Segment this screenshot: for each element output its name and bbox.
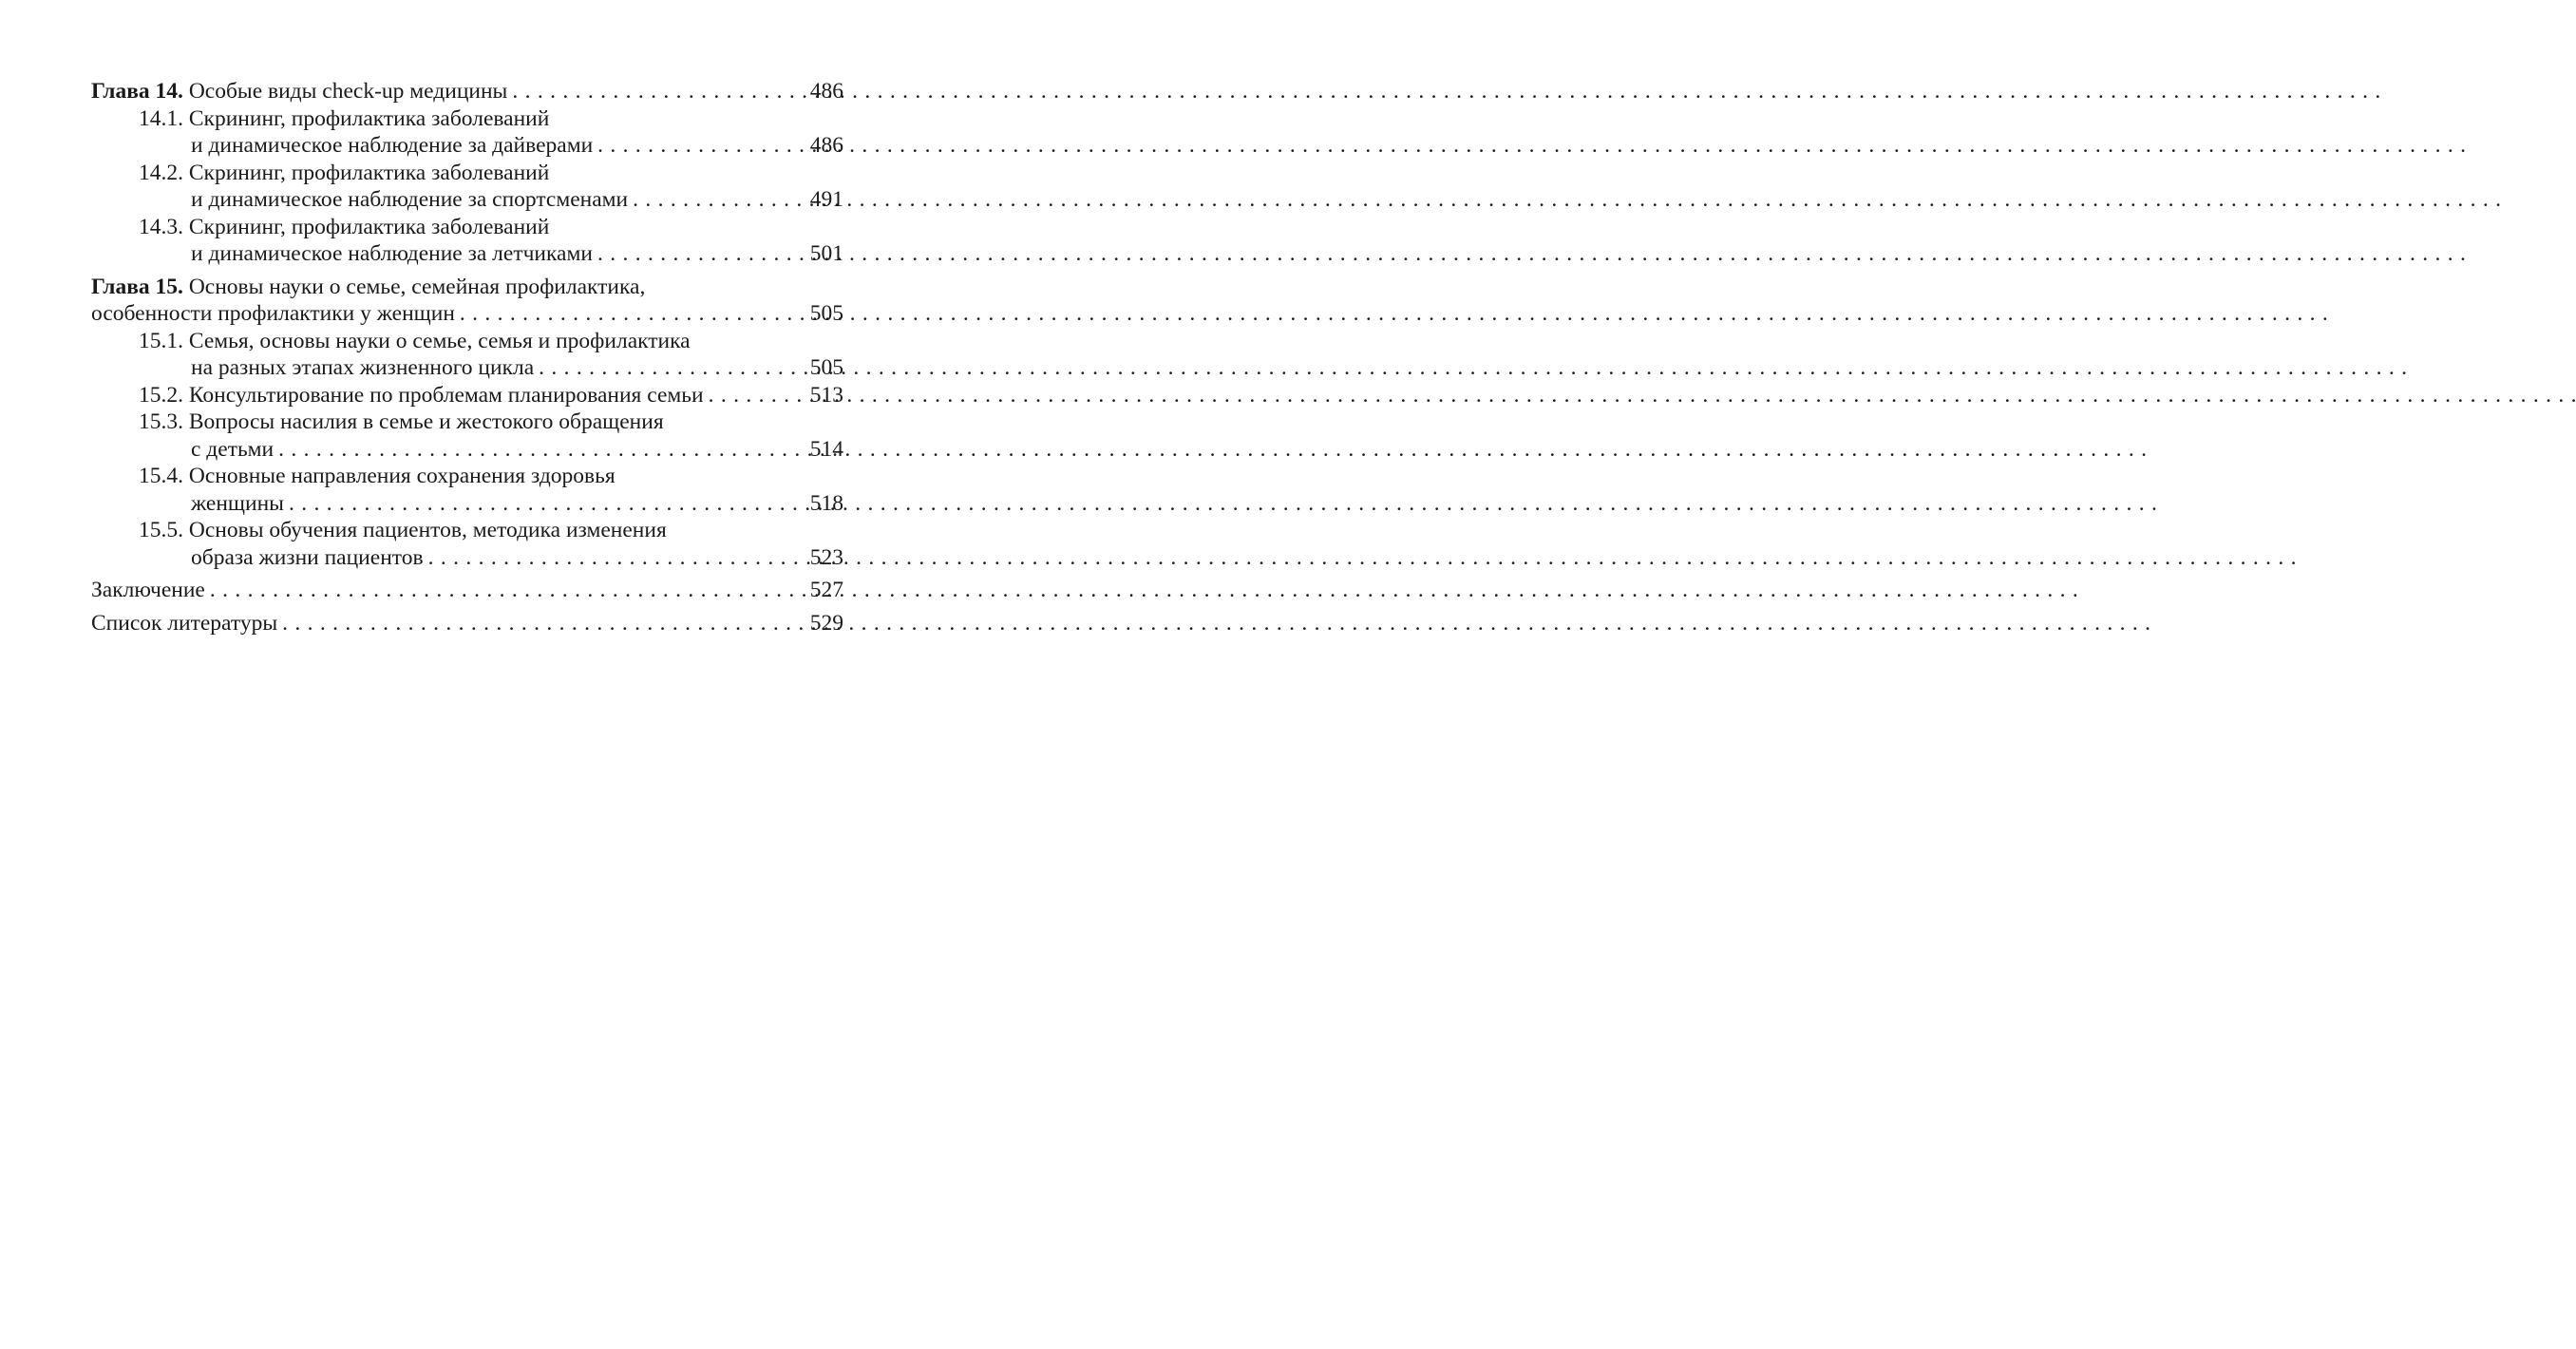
- dot-leader: [597, 240, 807, 268]
- dot-leader: [709, 382, 807, 409]
- section-title-cont: и динамическое наблюдение за дайверами: [191, 133, 594, 158]
- toc-entry-14-3-line1[interactable]: [91, 214, 843, 241]
- page-number: 501: [809, 241, 843, 266]
- page-number: 514: [809, 436, 843, 462]
- toc-entry-14-1-line1[interactable]: [91, 105, 843, 133]
- page-number: 523: [809, 544, 843, 570]
- page-number: 527: [809, 578, 843, 602]
- dot-leader: [512, 78, 806, 105]
- dot-leader: [460, 300, 807, 328]
- toc-entry-conclusion[interactable]: [91, 577, 843, 604]
- page-number: 518: [809, 490, 843, 516]
- dot-leader: [539, 354, 807, 382]
- chapter-title-cont: особенности профилактики у женщин: [91, 301, 455, 326]
- section-number: 15.1.: [139, 328, 183, 353]
- section-title: [139, 382, 704, 409]
- toc-entry-14-2-line2[interactable]: [91, 186, 843, 214]
- toc-entry-15-3-line1[interactable]: [91, 408, 843, 436]
- toc-entry-15-5-line1[interactable]: [91, 517, 843, 544]
- dot-leader: [278, 436, 807, 464]
- section-title-cont: и динамическое наблюдение за спортсменами: [191, 187, 629, 212]
- toc-entry-15-3-line2[interactable]: [91, 436, 843, 464]
- toc-entry-15-5-line2[interactable]: [91, 544, 843, 572]
- entry-title: Список литературы: [91, 610, 278, 636]
- section-title: Скрининг, профилактика заболеваний: [188, 105, 550, 131]
- section-title: Основные направления сохранения здоровья: [188, 464, 616, 488]
- page-number: 486: [809, 133, 843, 158]
- dot-leader: [289, 490, 807, 518]
- table-of-contents: [91, 78, 843, 636]
- page-number: 505: [809, 301, 843, 326]
- toc-entry-15-1-line1[interactable]: [91, 328, 843, 355]
- section-number: 15.3.: [139, 409, 183, 434]
- chapter-label: Глава 14.: [91, 79, 183, 104]
- toc-entry-chapter-14[interactable]: [91, 78, 843, 105]
- toc-entry-14-2-line1[interactable]: [91, 160, 843, 187]
- section-number: 14.1.: [139, 105, 183, 131]
- toc-entry-references[interactable]: [91, 610, 843, 637]
- toc-entry-chapter-15-line2[interactable]: [91, 300, 843, 328]
- dot-leader: [633, 186, 807, 214]
- section-number: 15.2.: [139, 382, 183, 408]
- toc-entry-chapter-15-line1[interactable]: [91, 274, 843, 301]
- chapter-title-text: Основы науки о семье, семейная профилактика,: [188, 274, 646, 299]
- chapter-title: [91, 78, 507, 105]
- page-number: 491: [809, 187, 843, 212]
- section-title: Семья, основы науки о семье, семья и профилактика: [188, 328, 691, 353]
- section-title-text: Консультирование по проблемам планирования семьи: [188, 382, 704, 408]
- section-title-cont: с детьми: [191, 436, 275, 462]
- toc-entry-14-3-line2[interactable]: [91, 240, 843, 268]
- section-title-cont: и динамическое наблюдение за летчиками: [191, 241, 593, 266]
- page-number: 513: [809, 382, 843, 408]
- dot-leader: [282, 610, 807, 637]
- entry-title: Заключение: [91, 578, 205, 602]
- section-number: 15.4.: [139, 464, 183, 488]
- page-number: 505: [809, 355, 843, 380]
- chapter-label: Глава 15.: [91, 274, 183, 299]
- toc-entry-15-2[interactable]: [91, 382, 843, 409]
- dot-leader: [597, 132, 807, 160]
- section-title: Основы обучения пациентов, методика изменения: [188, 518, 667, 542]
- dot-leader: [210, 577, 807, 604]
- section-number: 15.5.: [139, 518, 183, 542]
- section-title-cont: женщины: [191, 490, 284, 516]
- toc-entry-15-4-line1[interactable]: [91, 463, 843, 490]
- chapter-title-text: Особые виды check-up медицины: [188, 79, 508, 104]
- section-title-cont: на разных этапах жизненного цикла: [191, 355, 535, 380]
- section-title: Скрининг, профилактика заболеваний: [188, 160, 550, 185]
- dot-leader: [428, 544, 807, 572]
- section-title-cont: образа жизни пациентов: [191, 544, 424, 570]
- section-title: Скрининг, профилактика заболеваний: [188, 214, 550, 239]
- toc-entry-15-4-line2[interactable]: [91, 490, 843, 518]
- section-number: 14.2.: [139, 160, 183, 185]
- section-title: Вопросы насилия в семье и жестокого обращения: [188, 409, 664, 434]
- toc-entry-14-1-line2[interactable]: [91, 132, 843, 160]
- toc-entry-15-1-line2[interactable]: [91, 354, 843, 382]
- page-number: 486: [809, 79, 843, 104]
- page-number: 529: [809, 610, 843, 636]
- section-number: 14.3.: [139, 214, 183, 239]
